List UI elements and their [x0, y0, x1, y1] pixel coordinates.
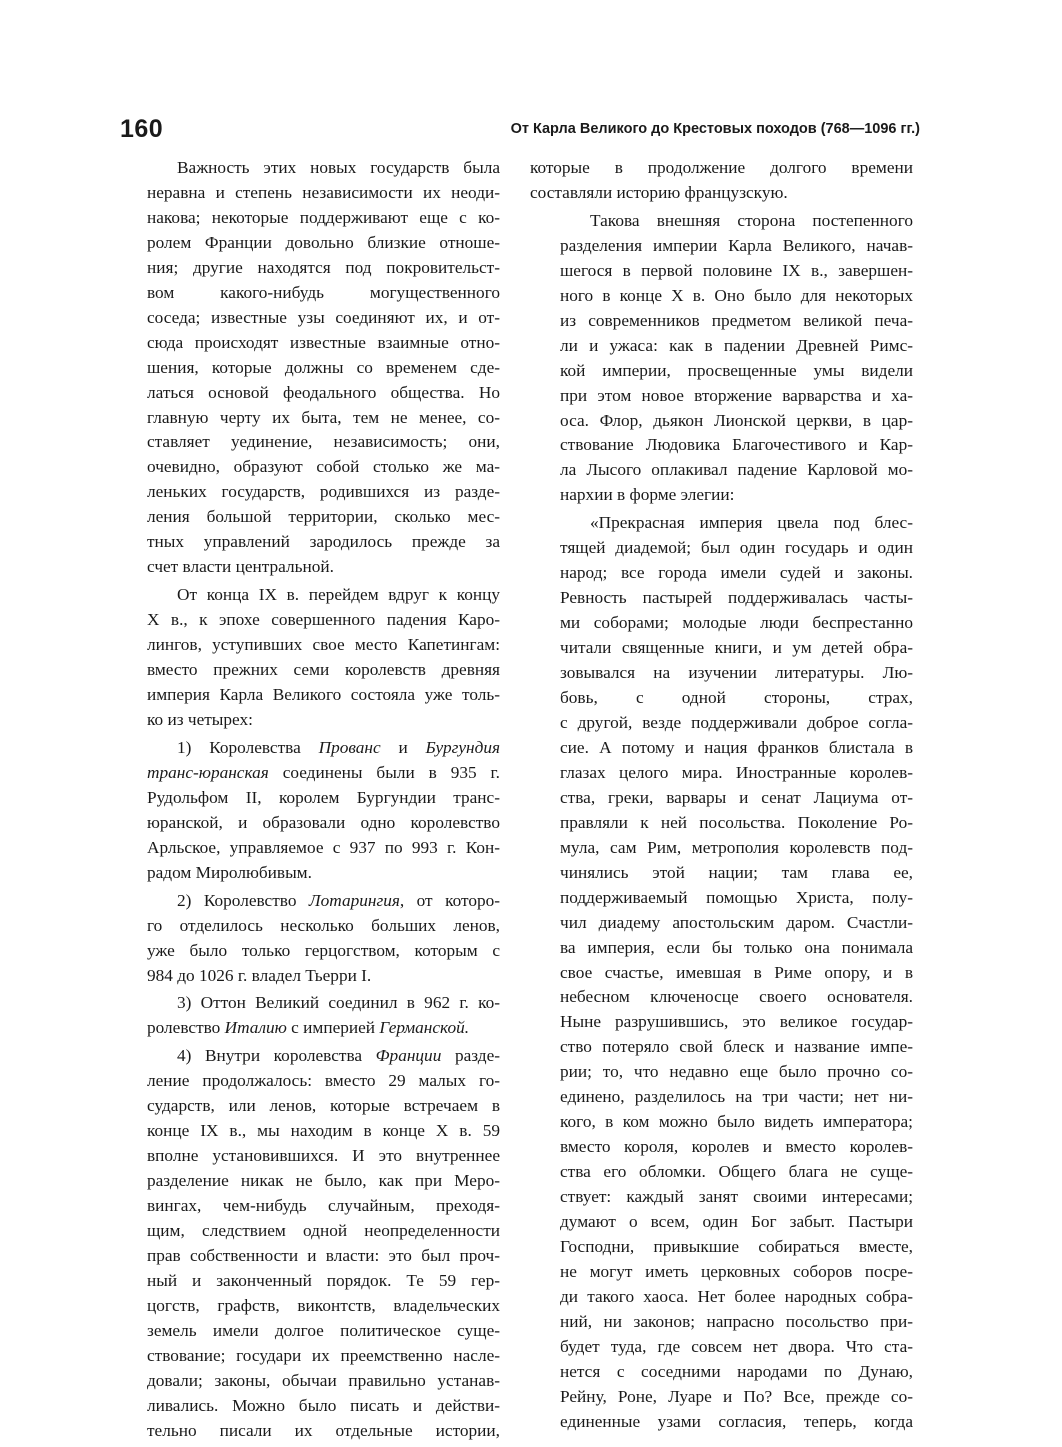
text-line: единено, разделилось на три части; нет ни-	[560, 1087, 913, 1107]
text-line: ления большой территории, сколько мес-	[147, 507, 500, 527]
text-line: Важность этих новых государств была	[177, 158, 500, 177]
text-line: тящей диадемой; был один государь и один	[560, 538, 913, 558]
text-line: мула, сам Рим, метрополия королевств под-	[560, 837, 913, 857]
paragraph	[117, 156, 500, 580]
text-line: конце IX в., мы находим в конце X в. 59	[147, 1121, 500, 1141]
paragraph	[117, 583, 500, 733]
text-line: ний, ни законов; напрасно посольство при-	[560, 1311, 913, 1331]
text-line: кого, в ком можно было видеть императора;	[560, 1112, 913, 1132]
text-line: лингов, уступивших свое место Капетингам:	[147, 635, 500, 655]
text-line: земель имели долгое политическое суще-	[147, 1320, 500, 1340]
text-line: ства, греки, варвары и сенат Лациума от-	[560, 787, 913, 807]
text-line: ли и ужаса: как в падении Древней Римс-	[560, 335, 913, 355]
text-line: соседа; известные узы соединяют их, и от-	[147, 307, 500, 327]
text-line: вместо прежних семи королевств древняя	[147, 660, 500, 680]
text-line: Арльское, управляемое с 937 по 993 г. Кон-	[147, 837, 500, 857]
text-line: довали; законы, обычаи правильно устанав-	[147, 1370, 500, 1390]
text-line: зовывался на изучении литературы. Лю-	[560, 663, 913, 683]
text-line: 4) Внутри королевства Франции разде-	[177, 1046, 500, 1066]
text-line: юранской, и образовали одно королевство	[147, 812, 500, 832]
text-line: народ; все города имели судей и законы.	[560, 563, 913, 583]
text-line: 3) Оттон Великий соединил в 962 г. ко-	[177, 993, 500, 1013]
text-line: счет власти центральной.	[147, 557, 334, 577]
text-line: ный и законченный порядок. Те 59 гер-	[147, 1270, 500, 1290]
text-line: Господни, привыкшие собираться вместе,	[560, 1236, 913, 1256]
text-line: читали священные книги, и ум детей обра-	[560, 638, 913, 658]
paragraph	[530, 156, 913, 206]
text-column-left	[117, 156, 500, 1444]
text-line: не могут иметь церковных соборов посре-	[560, 1261, 913, 1281]
text-line: поддерживаемый помощью Христа, полу-	[560, 887, 913, 907]
text-line: бовь, с одной стороны, страх,	[560, 688, 913, 708]
text-line: очевидно, образуют собой столько же ма-	[147, 457, 500, 477]
text-line: леньких государств, родившихся из разде-	[147, 482, 500, 502]
page-header	[120, 114, 920, 146]
text-line: составляли историю французскую.	[530, 182, 788, 202]
paragraph	[117, 1044, 500, 1443]
text-line: Ревность пастырей поддерживалась часты-	[560, 588, 913, 608]
text-line: ление продолжалось: вместо 29 малых го-	[147, 1071, 500, 1091]
paragraph	[530, 209, 913, 508]
text-line: вингах, чем-нибудь случайным, преходя-	[147, 1196, 500, 1216]
text-line: щим, следствием одной неопределенности	[147, 1221, 500, 1241]
text-line: думают о всем, один Бог забыт. Пастыри	[560, 1212, 913, 1232]
text-line: сударств, или ленов, которые встречаем в	[147, 1096, 500, 1116]
text-line: с другой, везде поддерживали доброе согла-	[560, 712, 913, 732]
text-line: 1) Королевства Прованс и Бургундия	[177, 737, 500, 757]
text-line: ко из четырех:	[147, 709, 253, 729]
text-line: транс-юранская соединены были в 935 г.	[147, 762, 500, 782]
text-line: ва империя, если бы только она понимала	[560, 937, 913, 957]
text-line: 984 до 1026 г. владел Тьерри I.	[147, 965, 372, 985]
text-line: «Прекрасная империя цвела под блес-	[590, 513, 913, 533]
text-line: шения, которые должны со временем сде-	[147, 357, 500, 377]
paragraph	[117, 991, 500, 1041]
text-line: ди такого хаоса. Нет более народных собра-	[560, 1286, 913, 1306]
text-column-right	[530, 156, 913, 1435]
text-line: ставляет уединение, независимость; они,	[147, 432, 500, 452]
text-line: правляли к ней посольства. Поколение Ро-	[560, 812, 913, 832]
paragraph	[117, 889, 500, 989]
text-line: ствует: каждый занят своими интересами;	[560, 1187, 913, 1207]
text-line: рии; то, что недавно еще было прочно со-	[560, 1062, 913, 1082]
text-line: ми соборами; молодые люди беспрестанно	[560, 613, 913, 633]
text-line: тных управлений зародилось прежде за	[147, 532, 500, 552]
text-line: ство потеряло свой блеск и название импе-	[560, 1037, 913, 1057]
text-line: Рудольфом II, королем Бургундии транс-	[147, 787, 500, 807]
text-line: тельно писали их отдельные истории,	[147, 1420, 500, 1440]
text-line: которые в продолжение долгого времени	[530, 158, 913, 177]
text-line: оса. Флор, дьякон Лионской церкви, в цар-	[560, 410, 913, 430]
text-line: От конца IX в. перейдем вдруг к концу	[177, 585, 500, 605]
text-line: ния; другие находятся под покровительст-	[147, 257, 500, 277]
text-line: при этом новое вторжение варварства и ха-	[560, 385, 913, 405]
text-line: радом Миролюбивым.	[147, 862, 312, 882]
text-line: ствование; государи их преемственно насле-	[147, 1345, 500, 1365]
text-line: нархии в форме элегии:	[560, 485, 735, 505]
text-line: Ныне разрушившись, это великое государ-	[560, 1012, 913, 1032]
text-line: кой империи, просвещенные умы видели	[560, 360, 913, 380]
text-line: ролевство Италию с империей Германской.	[147, 1018, 470, 1038]
text-line: 2) Королевство Лотарингия, от которо-	[177, 890, 500, 910]
text-line: небесном ключеносце своего основателя.	[560, 987, 913, 1007]
text-line: единенные узами согласия, теперь, когда	[560, 1411, 913, 1431]
text-line: цогств, графств, виконтств, владельческих	[147, 1295, 500, 1315]
text-line: глазах целого мира. Иностранные королев-	[560, 762, 913, 782]
text-line: разделение никак не было, как при Меро-	[147, 1171, 500, 1191]
text-line: вполне установившихся. И это внутреннее	[147, 1146, 500, 1166]
text-line: из современников предметом великой печа-	[560, 310, 913, 330]
running-title: От Карла Великого до Крестовых походов (768—1096 гг.)	[510, 121, 920, 137]
text-line: ролем Франции довольно близкие отноше-	[147, 232, 500, 252]
text-line: вом какого-нибудь могущественного	[147, 282, 500, 302]
paragraph	[530, 511, 913, 1434]
text-line: вместо короля, королев и вместо королев-	[560, 1137, 913, 1157]
text-line: уже было только герцогством, которым с	[147, 940, 500, 960]
text-line: Такова внешняя сторона постепенного	[590, 210, 913, 230]
text-line: нется с соседними народами по Дунаю,	[560, 1361, 913, 1381]
text-line: ства его обломки. Общего блага не суще-	[560, 1162, 913, 1182]
text-line: ливались. Можно было писать и действи-	[147, 1395, 500, 1415]
text-line: Рейну, Роне, Луаре и По? Все, прежде со-	[560, 1386, 913, 1406]
text-line: империя Карла Великого состояла уже толь-	[147, 685, 500, 705]
text-line: чинялись этой нации; там глава ее,	[560, 862, 913, 882]
text-line: ствование Людовика Благочестивого и Кар-	[560, 435, 913, 455]
text-line: свое счастье, имевшая в Риме опору, и в	[560, 962, 913, 982]
text-line: главную черту их быта, тем не менее, со-	[147, 407, 500, 427]
text-line: сюда происходят известные взаимные отно-	[147, 332, 500, 352]
text-line: неравна и степень независимости их неоди-	[147, 182, 500, 202]
text-line: го отделилось несколько больших ленов,	[147, 915, 500, 935]
text-line: X в., к эпохе совершенного падения Каро-	[147, 610, 500, 630]
text-line: прав собственности и власти: это был проч-	[147, 1245, 500, 1265]
text-line: будет туда, где совсем нет двора. Что ста-	[560, 1336, 913, 1356]
text-line: ла Лысого оплакивал падение Карловой мо-	[560, 460, 913, 480]
text-line: шегося в первой половине IX в., завершен-	[560, 260, 913, 280]
paragraph	[117, 736, 500, 886]
page-number: 160	[120, 115, 164, 143]
text-line: чил диадему апостольским даром. Счастли-	[560, 912, 913, 932]
text-line: латься основой феодального общества. Но	[147, 382, 500, 402]
text-line: ного в конце X в. Оно было для некоторых	[560, 285, 913, 305]
text-line: накова; некоторые поддерживают еще с ко-	[147, 207, 500, 227]
text-line: разделения империи Карла Великого, начав-	[560, 235, 913, 255]
text-line: сие. А потому и нация франков блистала в	[560, 737, 913, 757]
